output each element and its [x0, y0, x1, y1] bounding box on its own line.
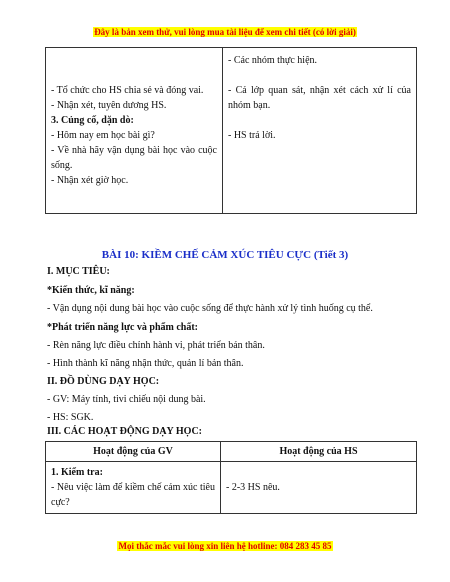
teacher-column	[46, 462, 221, 514]
hotline-banner: Mọi thắc mắc vui lòng xin liên hệ hotline: 084 283 45 85	[118, 541, 332, 551]
activity-line: - Tổ chức cho HS chia sẻ và đóng vai.	[51, 85, 204, 96]
materials-heading: II. ĐỒ DÙNG DẠY HỌC:	[47, 376, 160, 387]
activity-line: - Hôm nay em học bài gì?	[51, 130, 155, 141]
previous-activity-table	[45, 47, 417, 214]
lesson-title: BÀI 10: KIỀM CHẾ CẢM XÚC TIÊU CỰC (Tiết 3)	[101, 249, 349, 261]
activity-line: - Về nhà hãy vận dụng bài học vào cuộc sống.	[51, 145, 217, 171]
section-heading: 3. Củng cố, dặn dò:	[51, 115, 134, 126]
student-column	[223, 48, 417, 214]
activities-heading: III. CÁC HOẠT ĐỘNG DẠY HỌC:	[47, 426, 203, 437]
activity-line: - Cả lớp quan sát, nhận xét cách xử lí của nhóm bạn.	[228, 85, 411, 111]
materials-item: - HS: SGK.	[47, 412, 94, 423]
preview-banner: Đây là bản xem thử, vui lòng mua tài liệu để xem chi tiết (có lời giải)	[94, 27, 356, 37]
development-item: - Rèn năng lực điều chỉnh hành vi, phát triển bản thân.	[47, 340, 265, 351]
activity-line: - Các nhóm thực hiện.	[228, 55, 318, 66]
development-heading: *Phát triển năng lực và phẩm chất:	[47, 322, 199, 333]
objectives-heading: I. MỤC TIÊU:	[47, 266, 110, 277]
knowledge-heading: *Kiến thức, kĩ năng:	[47, 285, 135, 296]
activity-line: - HS trả lời.	[228, 130, 276, 141]
materials-item: - GV: Máy tính, tivi chiếu nội dung bài.	[47, 394, 206, 405]
activity-line: - Nhận xét giờ học.	[51, 175, 129, 186]
knowledge-item: - Vận dụng nội dung bài học vào cuộc sống để thực hành xử lý tình huống cụ thể.	[47, 303, 373, 314]
activity-table	[45, 441, 417, 514]
activity-line: - Nhận xét, tuyên dương HS.	[51, 100, 167, 111]
development-item: - Hình thành kĩ năng nhận thức, quản lí bản thân.	[47, 358, 244, 369]
student-column	[221, 462, 417, 514]
teacher-header: Hoạt động của GV	[46, 442, 221, 462]
student-header: Hoạt động của HS	[221, 442, 417, 462]
section-heading: 1. Kiểm tra:	[51, 467, 103, 478]
teacher-column	[46, 48, 223, 214]
activity-line: - 2-3 HS nêu.	[226, 482, 280, 493]
activity-line: - Nêu việc làm để kiềm chế cảm xúc tiêu cực?	[51, 482, 215, 508]
